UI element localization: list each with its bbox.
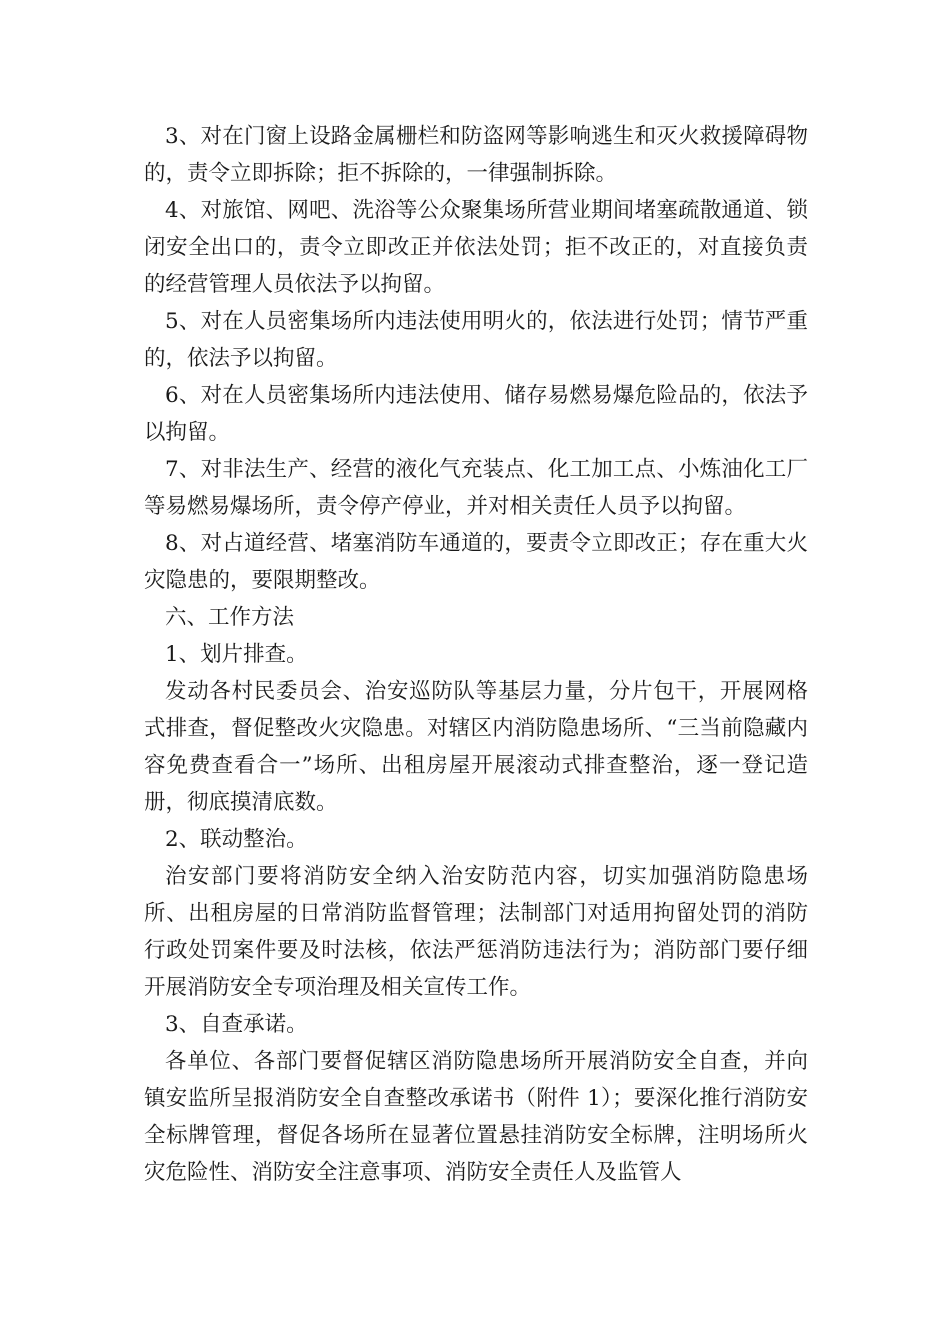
section-heading-work-methods: 六、工作方法 [165, 605, 295, 630]
paragraph-item-7: 7、对非法生产、经营的液化气充装点、化工加工点、小炼油化工厂等易燃易爆场所，责令停产停业，并对相关责任人员予以拘留。 [144, 457, 808, 519]
paragraph-item-6: 6、对在人员密集场所内违法使用、储存易燃易爆危险品的，依法予以拘留。 [144, 383, 808, 445]
paragraph-item-4: 4、对旅馆、网吧、洗浴等公众聚集场所营业期间堵塞疏散通道、锁闭安全出口的，责令立即改正并依法处罚；拒不改正的，对直接负责的经营管理人员依法予以拘留。 [144, 198, 808, 297]
paragraph-item-3: 3、对在门窗上设路金属栅栏和防盗网等影响逃生和灭火救援障碍物的，责令立即拆除；拒不拆除的，一律强制拆除。 [144, 124, 808, 186]
document-page [144, 118, 808, 1191]
subheading-self-check: 3、自查承诺。 [165, 1012, 308, 1037]
subheading-joint-rectification: 2、联动整治。 [165, 827, 308, 852]
paragraph-zone-inspection: 发动各村民委员会、治安巡防队等基层力量，分片包干，开展网格式排查，督促整改火灾隐患。对辖区内消防隐患场所、“三当前隐藏内容免费查看合一”场所、出租房屋开展滚动式排查整治，逐一登记造册，彻底摸清底数。 [144, 679, 808, 815]
paragraph-item-8: 8、对占道经营、堵塞消防车通道的，要责令立即改正；存在重大火灾隐患的，要限期整改。 [144, 531, 808, 593]
paragraph-joint-rectification: 治安部门要将消防安全纳入治安防范内容，切实加强消防隐患场所、出租房屋的日常消防监督管理；法制部门对适用拘留处罚的消防行政处罚案件要及时法核，依法严惩消防违法行为；消防部门要仔细开展消防安全专项治理及相关宣传工作。 [144, 864, 808, 1000]
subheading-zone-inspection: 1、划片排查。 [165, 642, 308, 667]
paragraph-self-check: 各单位、各部门要督促辖区消防隐患场所开展消防安全自查，并向镇安监所呈报消防安全自查整改承诺书（附件 1）；要深化推行消防安全标牌管理，督促各场所在显著位置悬挂消防安全标牌，注明场所火灾危险性、消防安全注意事项、消防安全责任人及监管人 [144, 1049, 808, 1185]
paragraph-item-5: 5、对在人员密集场所内违法使用明火的，依法进行处罚；情节严重的，依法予以拘留。 [144, 309, 808, 371]
